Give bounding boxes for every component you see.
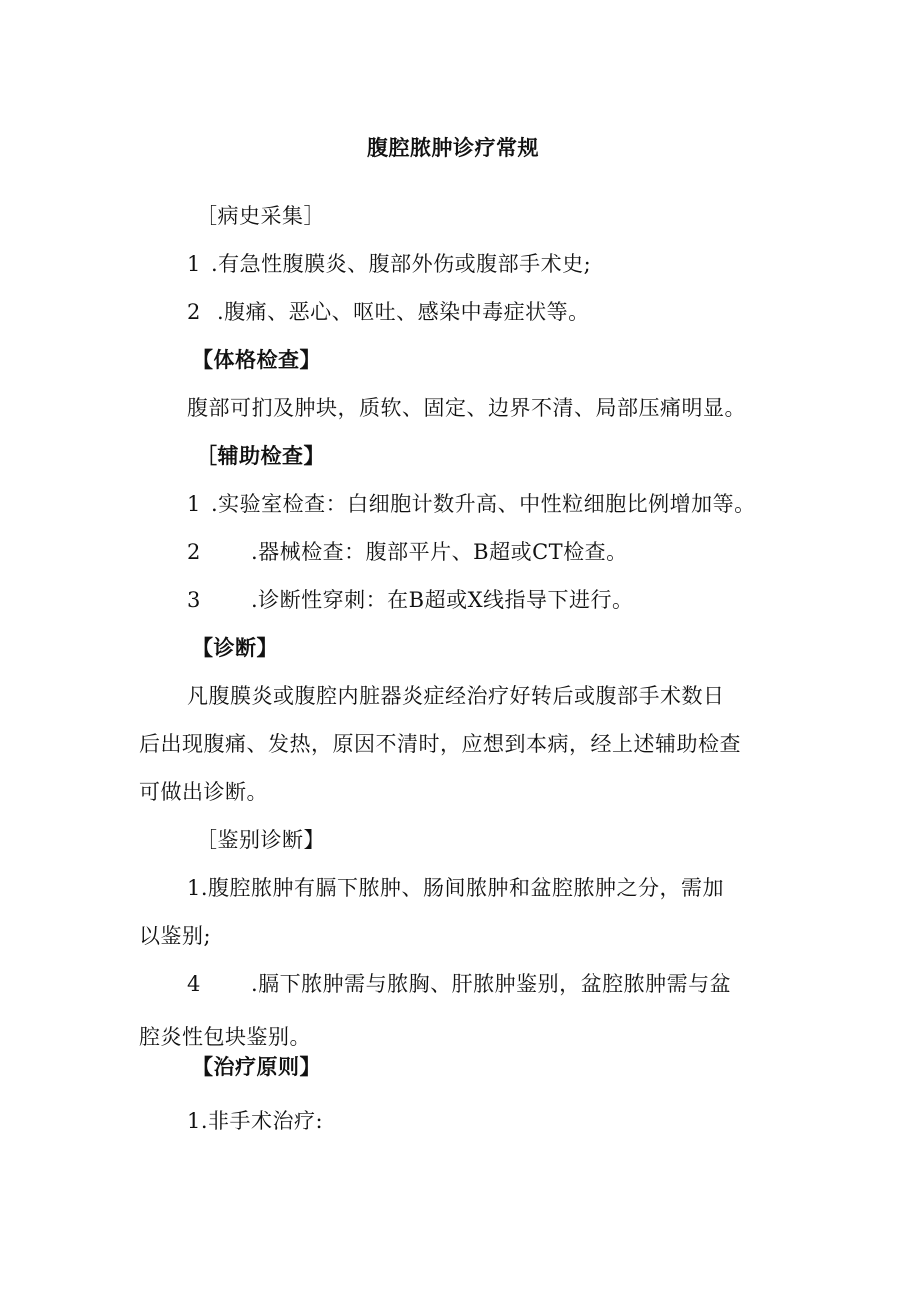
differential-item-2-line-1 [187, 969, 731, 999]
differential-item-2-number: 4 [187, 972, 201, 996]
section-heading-treatment: 【治疗原则】 [192, 1055, 321, 1079]
differential-item-1-line-2: 以鉴别; [139, 924, 212, 948]
auxiliary-item-3-number: 3 [187, 588, 201, 612]
document-title: 腹腔脓肿诊疗常规 [367, 136, 539, 160]
history-item-1 [187, 249, 591, 279]
section-heading-physical: 【体格检查】 [192, 348, 321, 372]
differential-item-2-line-2: 腔炎性包块鉴别。 [139, 1025, 311, 1049]
section-heading-history: ［病史采集］ [196, 204, 325, 228]
auxiliary-item-1-number: 1 [187, 492, 201, 516]
history-item-1-text: .有急性腹膜炎、腹部外伤或腹部手术史; [211, 252, 592, 276]
diagnosis-line-2: 后出现腹痛、发热，原因不清时，应想到本病，经上述辅助检查 [139, 732, 741, 756]
physical-text: 腹部可扪及肿块，质软、固定、边界不清、局部压痛明显。 [187, 396, 746, 420]
auxiliary-item-1-text: .实验室检查：白细胞计数升高、中性粒细胞比例增加等。 [211, 492, 756, 516]
auxiliary-item-1 [187, 489, 756, 519]
history-item-2-number: 2 [187, 300, 201, 324]
section-heading-diagnosis: 【诊断】 [192, 636, 278, 660]
section-heading-differential: ［鉴别诊断】 [196, 828, 325, 852]
diagnosis-line-1: 凡腹膜炎或腹腔内脏器炎症经治疗好转后或腹部手术数日 [187, 684, 725, 708]
differential-item-1-line-1: 1.腹腔脓肿有膈下脓肿、肠间脓肿和盆腔脓肿之分，需加 [187, 876, 725, 900]
treatment-item-1: 1.非手术治疗: [187, 1109, 324, 1133]
auxiliary-item-2-text: .器械检查：腹部平片、B超或CT检查。 [251, 540, 628, 564]
history-item-1-number: 1 [187, 252, 201, 276]
auxiliary-item-2 [187, 537, 628, 567]
history-item-2 [187, 297, 590, 327]
section-heading-auxiliary: ［辅助检查】 [196, 444, 325, 468]
history-item-2-text: .腹痛、恶心、呕吐、感染中毒症状等。 [217, 300, 590, 324]
auxiliary-item-2-number: 2 [187, 540, 201, 564]
auxiliary-item-3 [187, 585, 634, 615]
auxiliary-item-3-text: .诊断性穿刺：在B超或X线指导下进行。 [251, 588, 634, 612]
diagnosis-line-3: 可做出诊断。 [139, 780, 268, 804]
differential-item-2-text: .膈下脓肿需与脓胸、肝脓肿鉴别，盆腔脓肿需与盆 [251, 972, 732, 996]
